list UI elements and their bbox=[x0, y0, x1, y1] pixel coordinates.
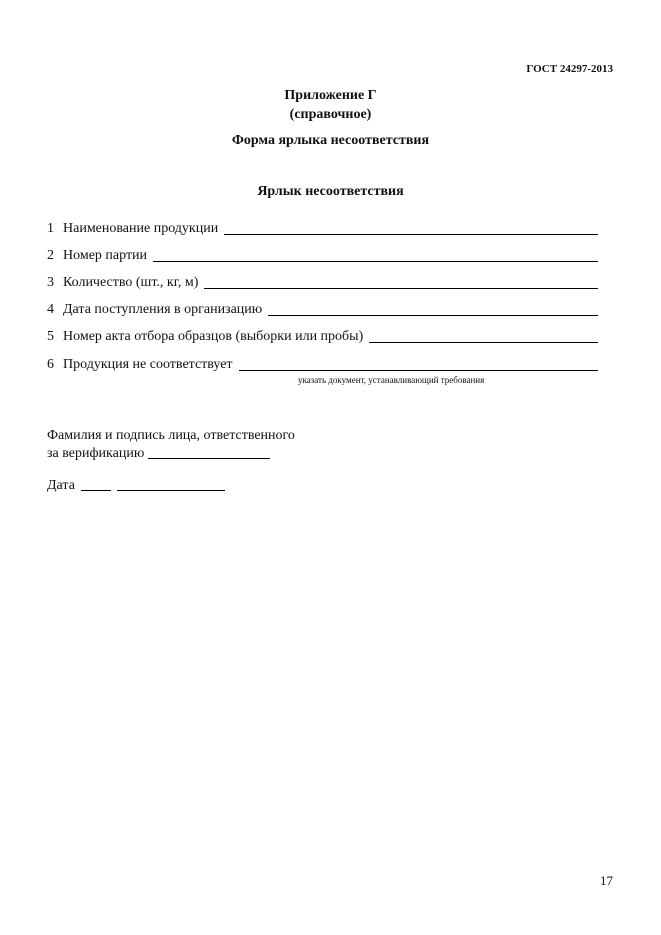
field-row-receipt-date bbox=[47, 300, 598, 318]
date-underline-long[interactable] bbox=[117, 489, 225, 491]
signature-underline[interactable] bbox=[148, 457, 270, 459]
field-row-sampling-act bbox=[47, 327, 598, 345]
field-underline[interactable] bbox=[204, 287, 598, 289]
field-number: 6 bbox=[47, 357, 54, 372]
field-label: Количество (шт., кг, м) bbox=[63, 275, 199, 290]
appendix-title: Приложение Г bbox=[284, 88, 377, 103]
field-label: Номер партии bbox=[63, 248, 148, 263]
field-underline[interactable] bbox=[239, 369, 598, 371]
field-row-batch-number bbox=[47, 246, 598, 264]
field-underline[interactable] bbox=[369, 341, 598, 343]
field-number: 3 bbox=[47, 275, 54, 290]
field-underline[interactable] bbox=[153, 260, 598, 262]
field-label: Наименование продукции bbox=[63, 221, 219, 236]
date-underline-short[interactable] bbox=[81, 489, 111, 491]
field-label: Дата поступления в организацию bbox=[63, 302, 263, 317]
date-row bbox=[47, 478, 225, 494]
field-row-quantity bbox=[47, 273, 598, 291]
date-label: Дата bbox=[47, 478, 75, 493]
label-title: Ярлык несоответствия bbox=[257, 184, 404, 199]
field-number: 1 bbox=[47, 221, 54, 236]
field-number: 4 bbox=[47, 302, 54, 317]
field-row-product-name bbox=[47, 219, 598, 237]
responsible-signature-row bbox=[47, 446, 270, 462]
page-number: 17 bbox=[600, 873, 613, 888]
standard-number: ГОСТ 24297-2013 bbox=[526, 63, 613, 75]
field-label: Продукция не соответствует bbox=[63, 357, 233, 372]
responsible-label: Фамилия и подпись лица, ответственного bbox=[47, 428, 295, 443]
responsible-label-cont: за верификацию bbox=[47, 446, 145, 461]
field-underline[interactable] bbox=[268, 314, 598, 316]
form-title: Форма ярлыка несоответствия bbox=[231, 133, 430, 148]
field-number: 2 bbox=[47, 248, 54, 263]
field-underline[interactable] bbox=[224, 233, 598, 235]
field-number: 5 bbox=[47, 329, 54, 344]
appendix-subtitle: (справочное) bbox=[289, 107, 372, 122]
field-row-nonconformity bbox=[47, 355, 598, 373]
field-hint: указать документ, устанавливающий требования bbox=[298, 375, 485, 385]
field-label: Номер акта отбора образцов (выборки или пробы) bbox=[63, 329, 364, 344]
